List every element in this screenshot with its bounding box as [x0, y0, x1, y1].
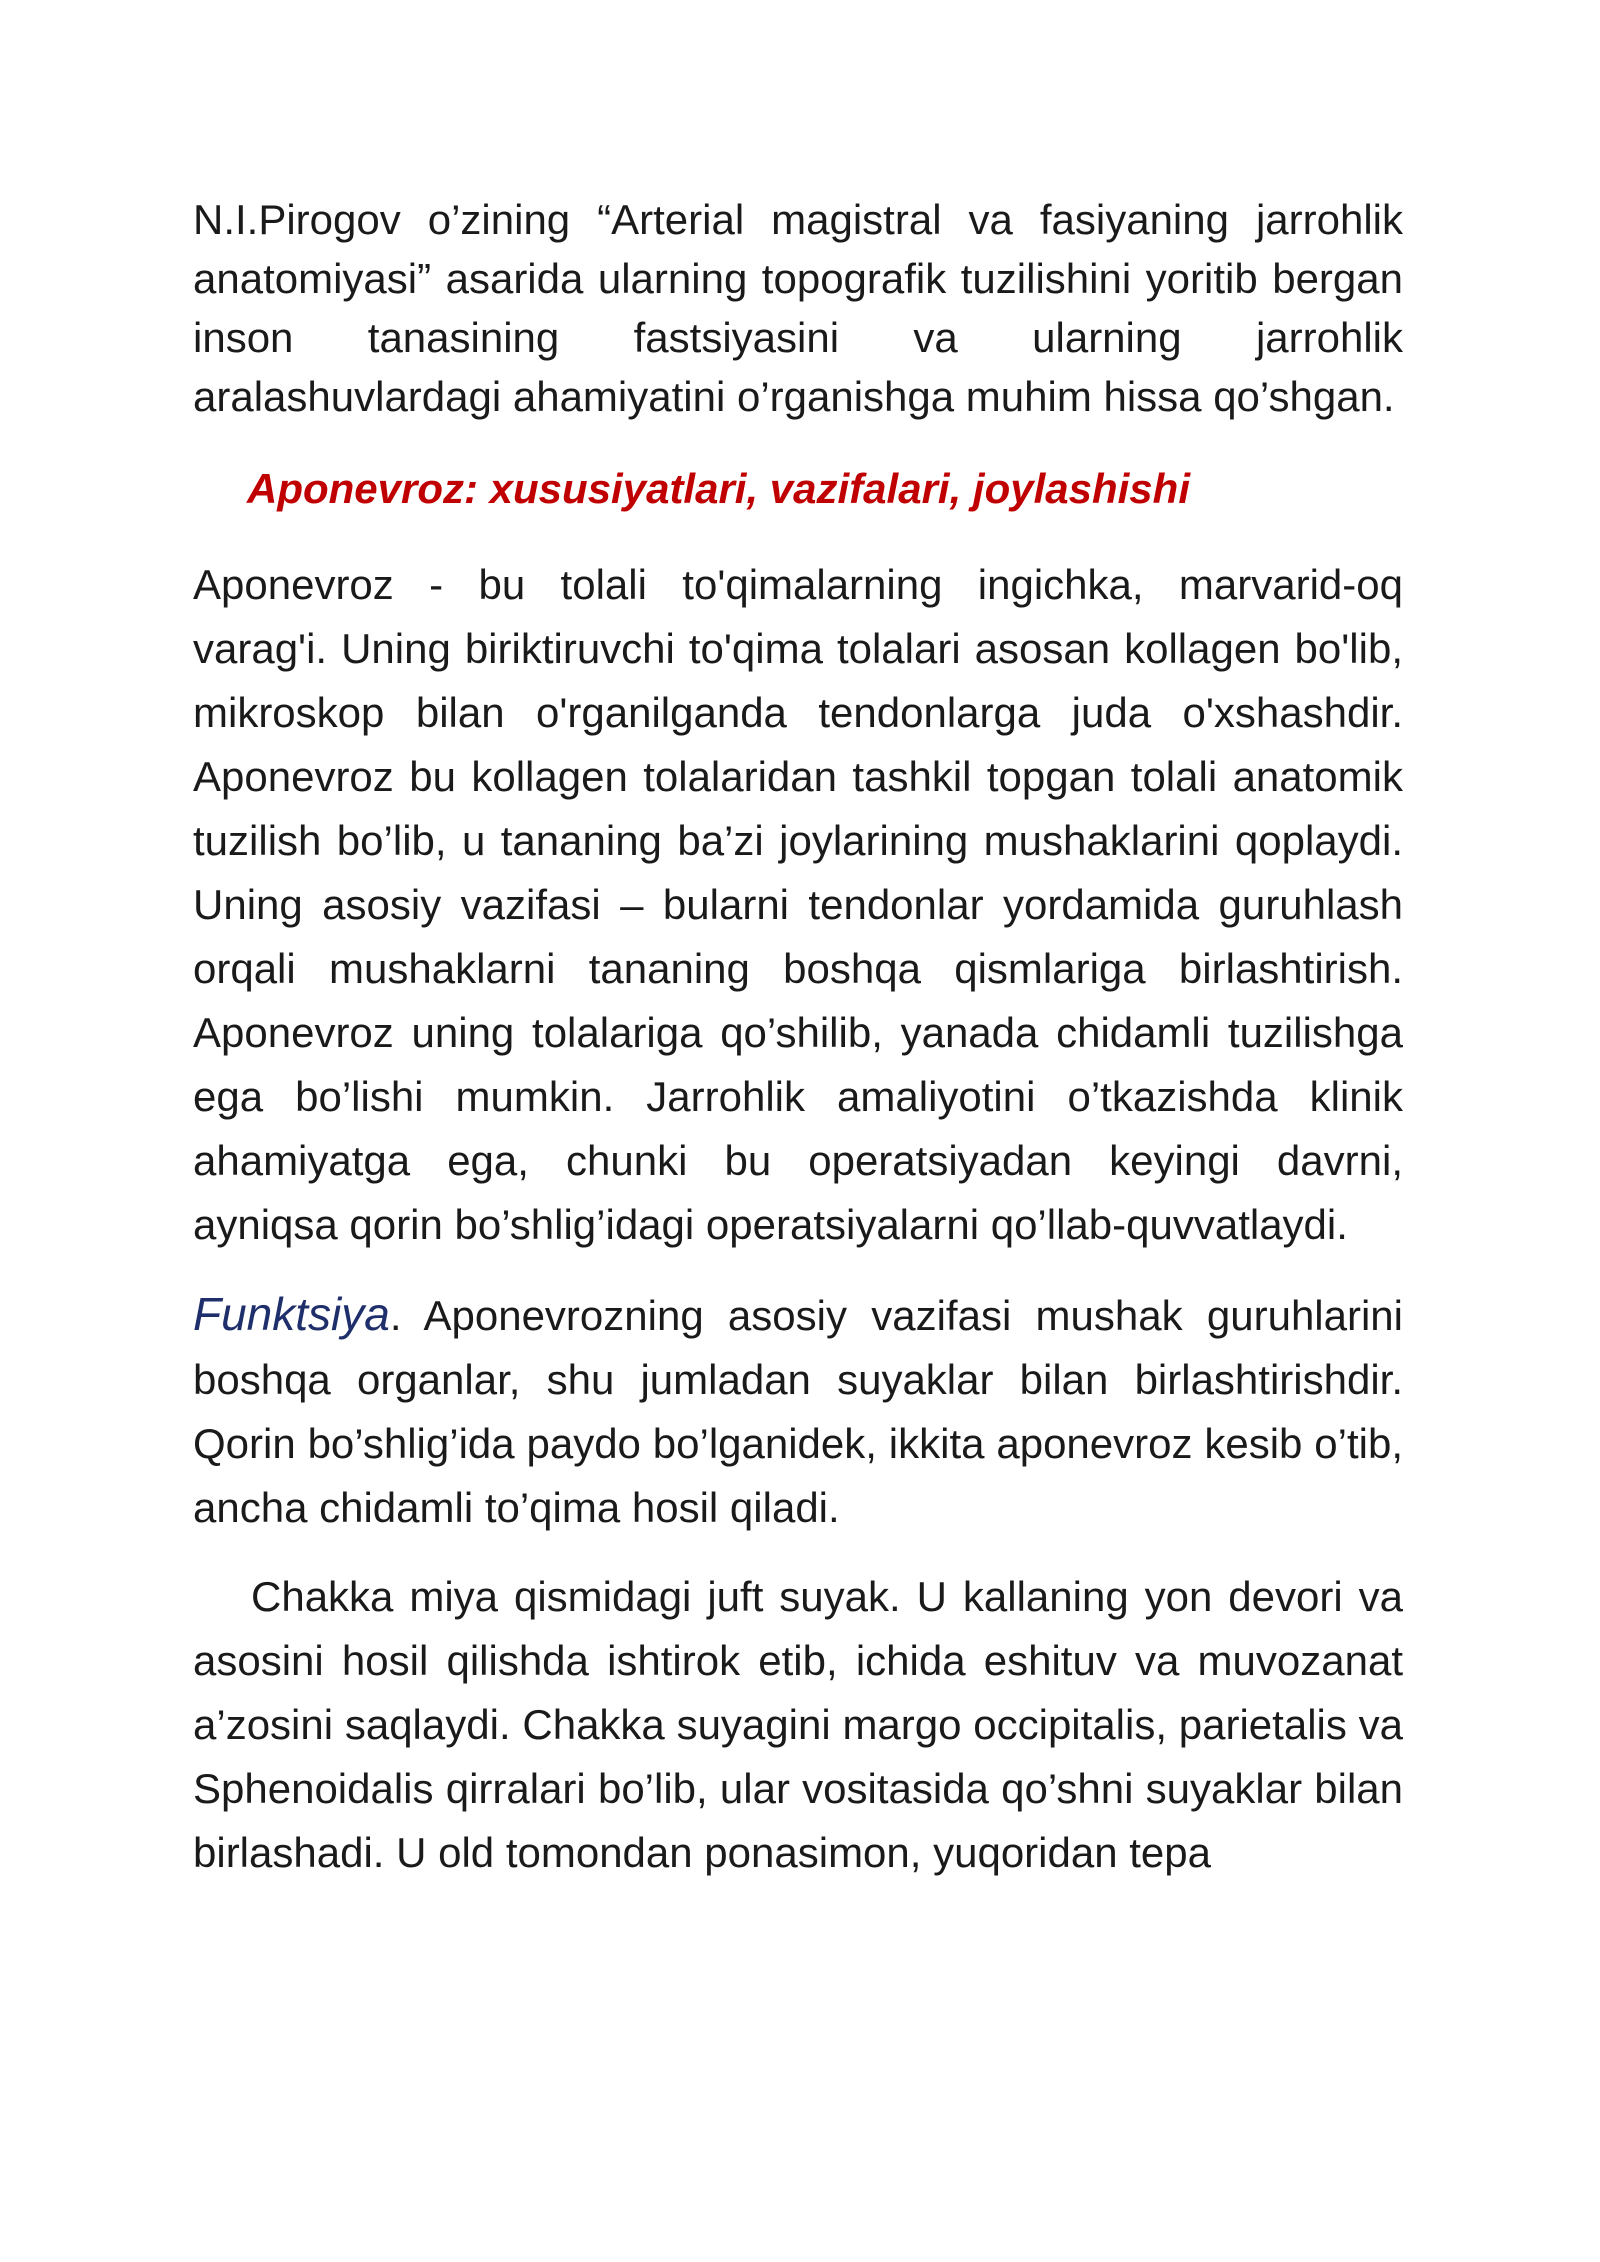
document-page	[193, 190, 1403, 1885]
funktsiya-lead-word: Funktsiya	[193, 1288, 390, 1340]
funktsiya-text: . Aponevrozning asosiy vazifasi mushak guruhlarini boshqa organlar, shu jumladan suyaklar bilan birlashtirishdir. Qorin bo’shlig’ida paydo bo’lganidek, ikkita aponevroz kesib o’tib, ancha chidamli to’qima hosil qiladi.	[193, 1292, 1403, 1531]
paragraph-pirogov: N.I.Pirogov o’zining “Arterial magistral va fasiyaning jarrohlik anatomiyasi” asarida ularning topografik tuzilishini yoritib bergan inson tanasining fastsiyasini va ularning jarrohlik aralashuvlardagi ahamiyatini o’rganishga muhim hissa qo’shgan.	[193, 196, 1403, 420]
paragraph-funktsiya	[193, 1282, 1403, 1540]
paragraph-aponevroz-definition: Aponevroz - bu tolali to'qimalarning ingichka, marvarid-oq varag'i. Uning biriktiruvchi to'qima tolalari asosan kollagen bo'lib, mikroskop bilan o'rganilganda tendonlarga juda o'xshashdir. Aponevroz bu kollagen tolalaridan tashkil topgan tolali anatomik tuzilish bo’lib, u tananing ba’zi joylarining mushaklarini qoplaydi. Uning asosiy vazifasi – bularni tendonlar yordamida guruhlash orqali mushaklarni tananing boshqa qismlariga birlashtirish. Aponevroz uning tolalariga qo’shilib, yanada chidamli tuzilishga ega bo’lishi mumkin. Jarrohlik amaliyotini o’tkazishda klinik ahamiyatga ega, chunki bu operatsiyadan keyingi davrni, ayniqsa qorin bo’shlig’idagi operatsiyalarni qo’llab-quvvatlaydi.	[193, 561, 1403, 1248]
section-heading: Aponevroz: xususiyatlari, vazifalari, joylashishi	[247, 465, 1190, 512]
paragraph-chakka-suyagi: Chakka miya qismidagi juft suyak. U kallaning yon devori va asosini hosil qilishda ishtirok etib, ichida eshituv va muvozanat a’zosini saqlaydi. Chakka suyagini margo occipitalis, parietalis va Sphenoidalis qirralari bo’lib, ular vositasida qo’shni suyaklar bilan birlashadi. U old tomondan ponasimon, yuqoridan tepa	[193, 1573, 1403, 1876]
